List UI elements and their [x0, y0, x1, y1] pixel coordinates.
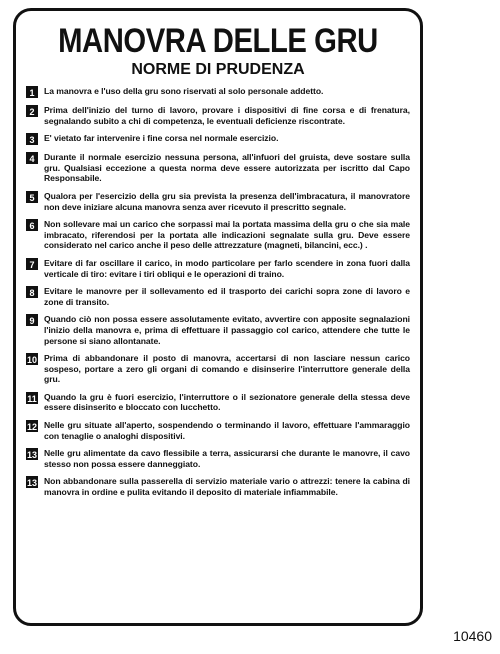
- rule-text: Nelle gru situate all'aperto, sospendendo o terminando il lavoro, effettuare l'ammaraggio con tenaglie o analoghi dispositivi.: [44, 420, 410, 441]
- rule-item: [26, 286, 410, 307]
- rule-text: Prima dell'inizio del turno di lavoro, provare i dispositivi di fine corsa e di frenatura, segnalando subito a chi di competenza, le eventuali deficienze riscontrate.: [44, 105, 410, 126]
- rule-item: [26, 191, 410, 212]
- rule-text: Prima di abbandonare il posto di manovra, accertarsi di non lasciare nessun carico sospeso, portare a zero gli organi di comando e disinserire l'interruttore generale della gru.: [44, 353, 410, 385]
- sign-subtitle: NORME DI PRUDENZA: [131, 61, 305, 78]
- rule-text: Quando ciò non possa essere assolutamente evitato, avvertire con apposite segnalazioni l'inizio della manovra e, prima di effettuare il passaggio col carico, attendere che tutte le persone si siano allontanate.: [44, 314, 410, 346]
- rule-number-badge: 6: [26, 219, 38, 231]
- rule-number-badge: 10: [27, 355, 38, 366]
- rule-text: Durante il normale esercizio nessuna persona, all'infuori del gruista, deve sostare sulla gru. Qualsiasi eccezione a questa norma deve essere autorizzata per iscritto dal Capo Responsabile.: [44, 152, 410, 184]
- safety-sign: [13, 8, 423, 626]
- rule-number-badge: 4: [26, 152, 38, 164]
- rule-number-badge: 1: [26, 86, 38, 98]
- rule-text: Qualora per l'esercizio della gru sia prevista la presenza dell'imbracatura, il manovratore non deve iniziare alcuna manovra senza aver ricevuto il prescritto segnale.: [44, 190, 410, 212]
- rule-number-badge: 13: [27, 478, 38, 489]
- rule-text: La manovra e l'uso della gru sono riservati al solo personale addetto.: [44, 86, 324, 96]
- rule-item: [26, 314, 410, 346]
- rule-item: [26, 420, 410, 441]
- rule-number-badge: 5: [26, 191, 38, 203]
- rule-item: [26, 353, 410, 385]
- rule-number-badge: 7: [26, 258, 38, 270]
- rule-number-badge: 12: [27, 422, 38, 433]
- rule-text: E' vietato far intervenire i fine corsa nel normale esercizio.: [44, 133, 279, 144]
- rule-item: [26, 448, 410, 469]
- rule-number-badge: 8: [26, 286, 38, 298]
- rule-number-badge: 11: [27, 393, 37, 404]
- rule-number-badge: 2: [26, 105, 38, 117]
- rule-text: Evitare le manovre per il sollevamento ed il trasporto dei carichi sopra zone di lavoro e zone di transito.: [44, 286, 410, 307]
- rule-item: [26, 152, 410, 184]
- rule-item: [26, 392, 410, 413]
- rules-list: [26, 86, 410, 498]
- rule-item: [26, 133, 410, 145]
- sign-title: MANOVRA DELLE GRU: [58, 22, 378, 60]
- product-code: 10460: [453, 628, 492, 644]
- rule-number-badge: 13: [27, 450, 38, 461]
- rule-text: Quando la gru è fuori esercizio, l'interruttore o il sezionatore generale della stessa deve essere disinserito e bloccato con lucchetto.: [44, 391, 410, 413]
- rule-number-badge: 3: [26, 133, 38, 145]
- rule-text: Non sollevare mai un carico che sorpassi mai la portata massima della gru o che sia male imbracato, riferendosi per la portata alle indicazioni segnalate sulla gru. Deve essere considerato nel carico anche il peso delle attrezzature (magneti, bilancini, ecc.) .: [44, 219, 410, 251]
- rule-text: Evitare di far oscillare il carico, in modo particolare per farlo scendere in zona fuori dalla verticale di tiro: evitare i tiri obliqui e le operazioni di traino.: [44, 257, 410, 279]
- rule-item: [26, 219, 410, 251]
- rule-item: [26, 476, 410, 497]
- rule-text: Non abbandonare sulla passerella di servizio materiale vario o attrezzi: tenere la cabina di manovra in ordine e pulita evitando il deposito di materiale infiammabile.: [44, 476, 410, 498]
- rule-item: [26, 258, 410, 279]
- rule-text: Nelle gru alimentate da cavo flessibile a terra, assicurarsi che durante le manovre, il cavo stesso non possa essere danneggiato.: [44, 448, 410, 469]
- rule-item: [26, 105, 410, 126]
- rule-item: [26, 86, 410, 98]
- rule-number-badge: 9: [26, 314, 38, 326]
